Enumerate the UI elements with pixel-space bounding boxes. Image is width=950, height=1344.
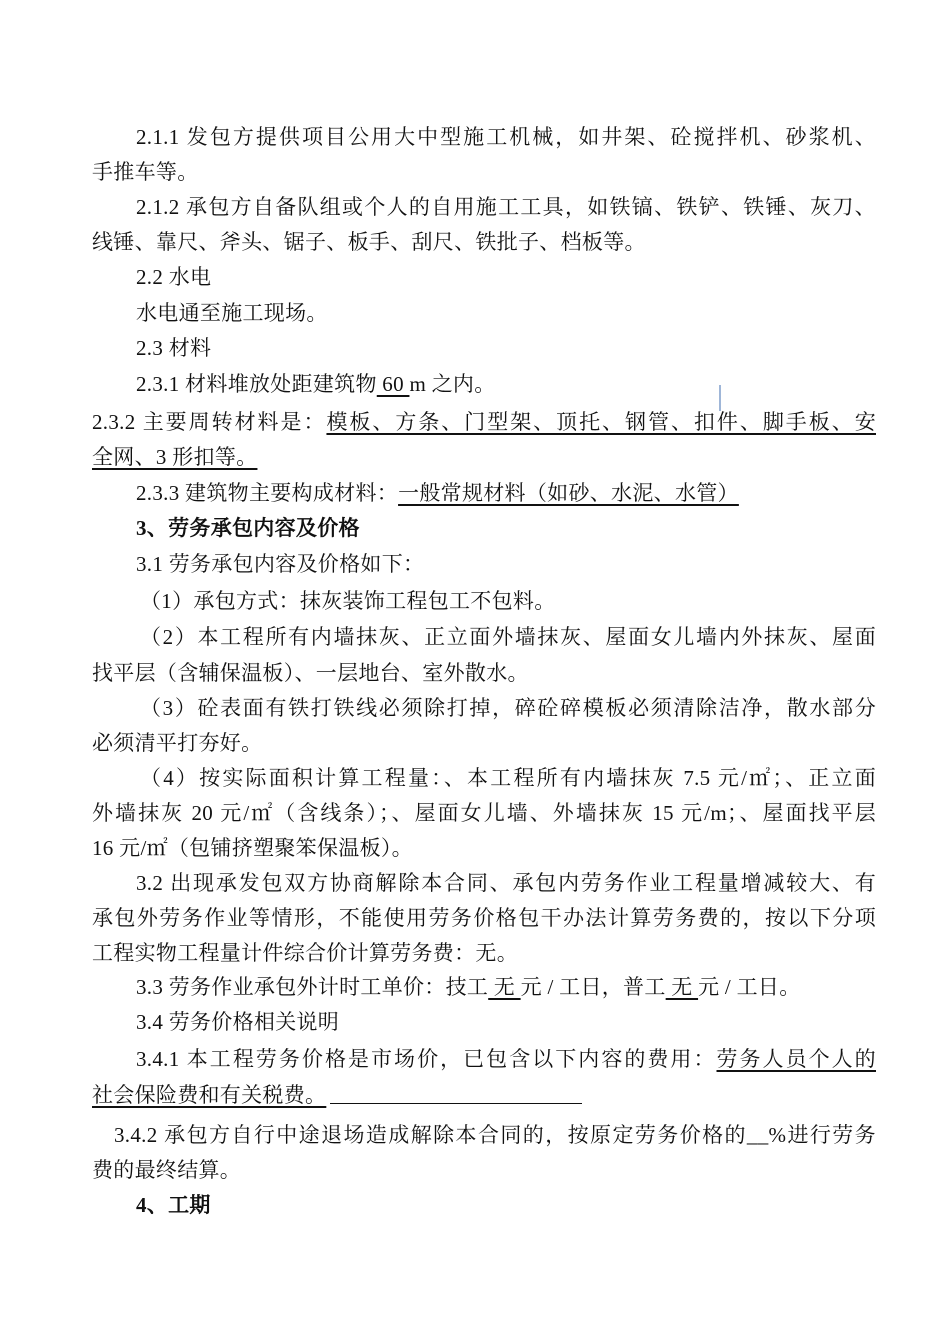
- text-line: 3.3 劳务作业承包外计时工单价：技工: [136, 975, 489, 999]
- materials-list: 模板、方条、门型架、顶托、钢管、扣件、脚手板、安: [326, 410, 876, 434]
- distance-value: 60: [376, 372, 410, 396]
- text-line: （4）按实际面积计算工程量：、本工程所有内墙抹灰 7.5 元/㎡；、正立面: [140, 766, 876, 790]
- included-fees: 劳务人员个人的: [716, 1047, 876, 1071]
- paragraph-2-1-2: [136, 190, 876, 224]
- text-line: 线锤、靠尺、斧头、锯子、板手、刮尺、铁批子、档板等。: [92, 230, 646, 254]
- text-line: m 之内。: [409, 372, 496, 396]
- materials-list-cont: 全网、3 形扣等。: [92, 445, 258, 469]
- text-line: 2.1.1 发包方提供项目公用大中型施工机械，如井架、砼搅拌机、砂浆机、: [136, 125, 876, 149]
- item-4-cont: [92, 796, 876, 830]
- paragraph-3-4-2-cont: 费的最终结算。: [92, 1158, 242, 1182]
- paragraph-2-2: 水电通至施工现场。: [136, 301, 328, 325]
- heading-2-2: 2.2 水电: [136, 265, 212, 289]
- section-heading-4: 4、工期: [136, 1193, 211, 1217]
- paragraph-3-2-cont2: 工程实物工程量计件综合价计算劳务费：无。: [92, 941, 518, 965]
- heading-2-3: 2.3 材料: [136, 336, 212, 360]
- text-line: 元 / 工日。: [698, 975, 801, 999]
- paragraph-3-2: [136, 866, 876, 900]
- item-1: （1）承包方式：抹灰装饰工程包工不包料。: [140, 589, 556, 613]
- text-line: 3.2 出现承发包双方协商解除本合同、承包内劳务作业工程量增减较大、有: [136, 871, 876, 895]
- paragraph-3-4: 3.4 劳务价格相关说明: [136, 1010, 340, 1034]
- text-line: 手推车等。: [92, 160, 199, 184]
- item-4: [140, 761, 876, 795]
- blank-underline: [330, 1103, 582, 1104]
- paragraph-3-4-1: [136, 1042, 876, 1076]
- paragraph-3-4-2: [114, 1118, 876, 1152]
- text-line: 外墙抹灰 20 元/㎡（含线条）；、屋面女儿墙、外墙抹灰 15 元/m；、屋面找平层: [92, 801, 876, 825]
- item-3-cont: 必须清平打夯好。: [92, 731, 263, 755]
- text-line: （3）砼表面有铁打铁线必须除打掉，碎砼碎模板必须清除洁净，散水部分: [140, 696, 876, 720]
- skilled-rate: 无: [488, 975, 521, 999]
- paragraph-2-1-1: [136, 120, 876, 154]
- paragraph-2-3-2: [92, 405, 876, 439]
- main-materials: 一般常规材料（如砂、水泥、水管）: [398, 481, 739, 505]
- included-fees-cont: 社会保险费和有关税费。: [92, 1083, 327, 1107]
- item-2-cont: 找平层（含辅保温板）、一层地台、室外散水。: [92, 661, 529, 685]
- paragraph-3-1: 3.1 劳务承包内容及价格如下：: [136, 552, 425, 576]
- paragraph-3-4-1-cont: [92, 1078, 876, 1112]
- item-3: [140, 691, 876, 725]
- section-heading-3: 3、劳务承包内容及价格: [136, 516, 360, 540]
- text-line: 2.3.3 建筑物主要构成材料：: [136, 481, 399, 505]
- paragraph-2-3-2-cont: [92, 440, 876, 474]
- text-line: 承包外劳务作业等情形，不能使用劳务价格包干办法计算劳务费的，按以下分项: [92, 906, 876, 930]
- text-line: 元 / 工日，普工: [520, 975, 666, 999]
- paragraph-2-1-1-cont: [92, 155, 876, 189]
- text-line: 2.3.2 主要周转材料是：: [92, 410, 327, 434]
- paragraph-3-2-cont: [92, 901, 876, 935]
- text-line: （2）本工程所有内墙抹灰、正立面外墙抹灰、屋面女儿墙内外抹灰、屋面: [140, 625, 876, 649]
- paragraph-2-3-3: [136, 476, 876, 510]
- item-2: [140, 620, 876, 654]
- paragraph-2-1-2-cont: [92, 225, 876, 259]
- general-rate: 无: [665, 975, 699, 999]
- paragraph-2-3-1: [136, 367, 876, 401]
- text-line: 2.3.1 材料堆放处距建筑物: [136, 372, 377, 396]
- text-line: 3.4.1 本工程劳务价格是市场价，已包含以下内容的费用：: [136, 1047, 717, 1071]
- item-4-cont2: 16 元/㎡（包铺挤塑聚笨保温板）。: [92, 836, 413, 860]
- text-line: 2.1.2 承包方自备队组或个人的自用施工工具，如铁镐、铁铲、铁锤、灰刀、: [136, 195, 876, 219]
- paragraph-3-3: [136, 970, 876, 1004]
- text-line: 3.4.2 承包方自行中途退场造成解除本合同的，按原定劳务价格的__%进行劳务: [114, 1123, 876, 1147]
